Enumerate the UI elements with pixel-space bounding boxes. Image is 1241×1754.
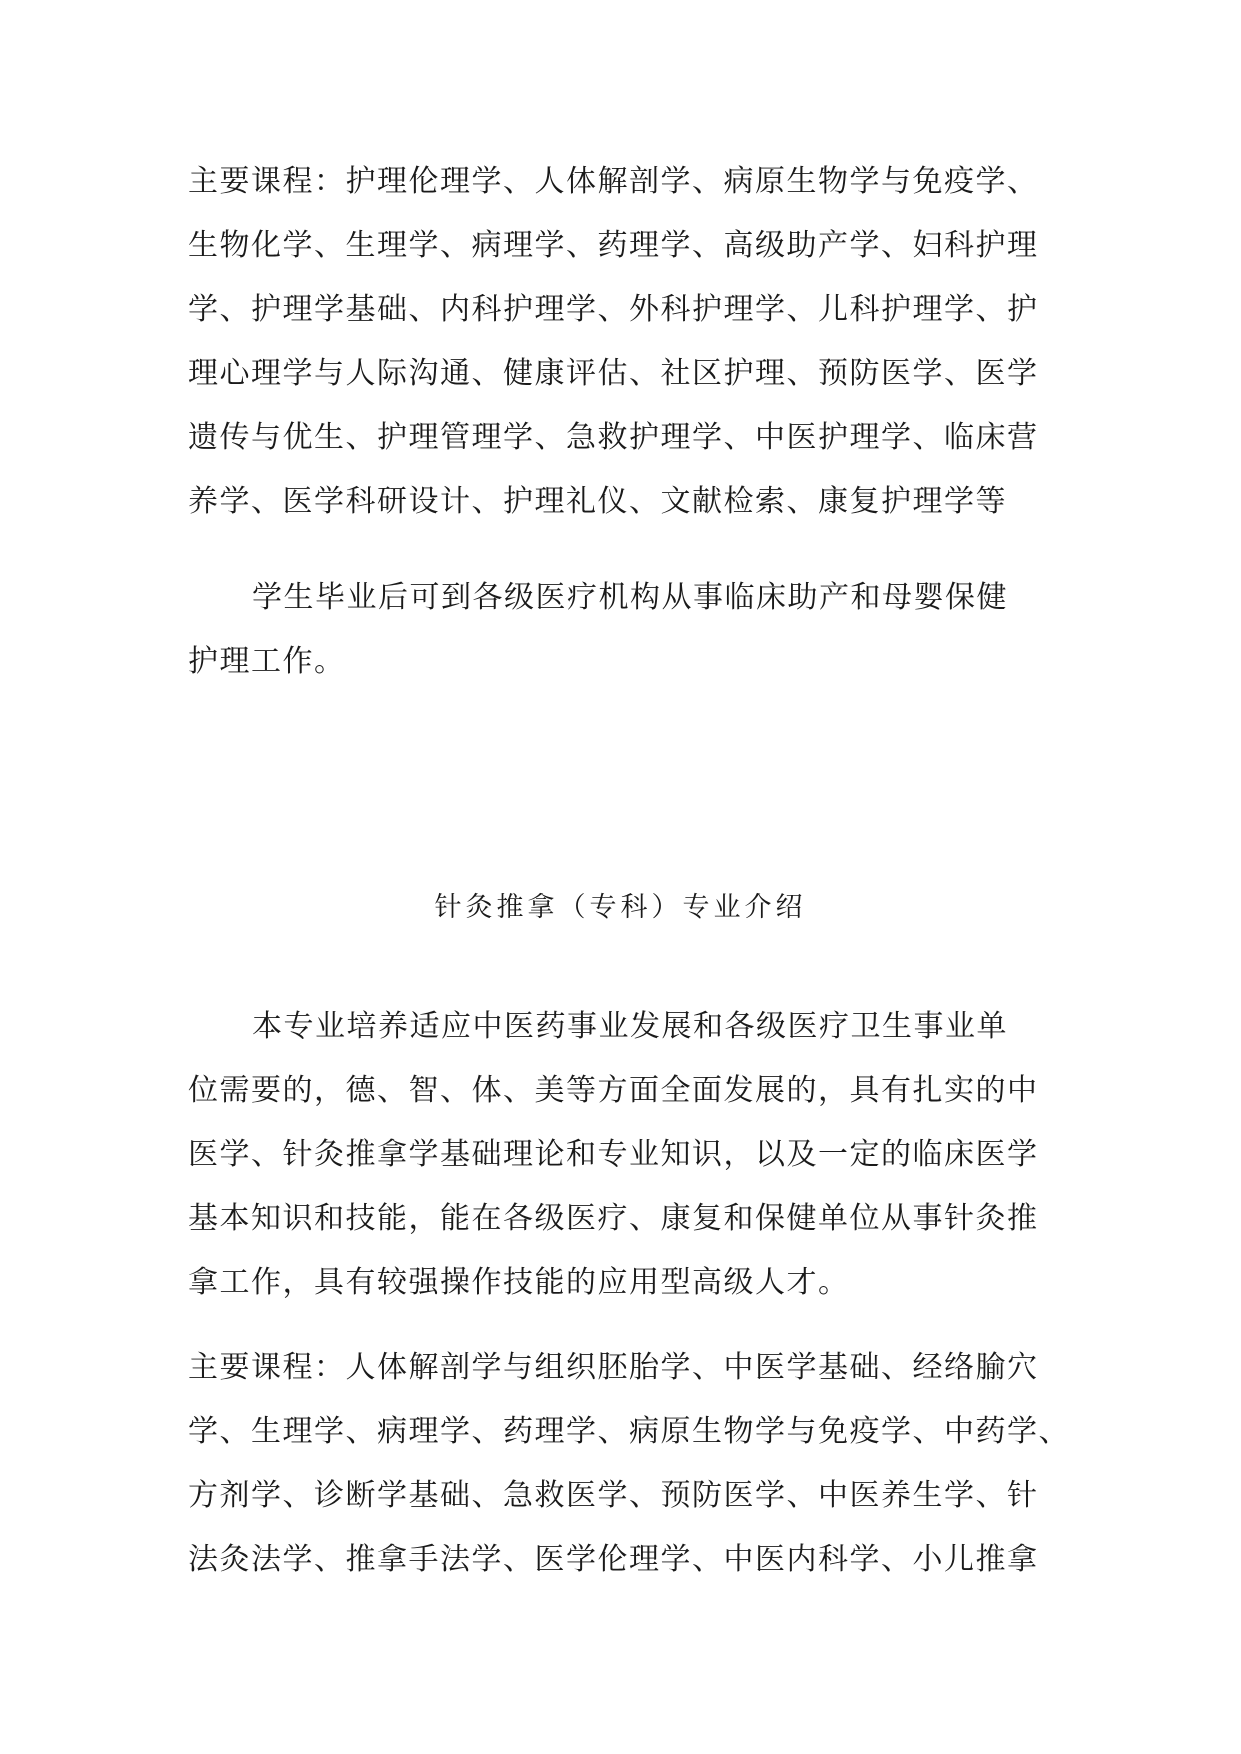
acupuncture-courses-paragraph xyxy=(188,1336,1068,1592)
paragraph-line: 学、护理学基础、内科护理学、外科护理学、儿科护理学、护 xyxy=(188,292,1039,327)
nursing-courses-paragraph xyxy=(188,150,1068,534)
paragraph-line: 位需要的，德、智、体、美等方面全面发展的，具有扎实的中 xyxy=(188,1073,1039,1108)
paragraph-line: 基本知识和技能，能在各级医疗、康复和保健单位从事针灸推 xyxy=(188,1201,1039,1236)
nursing-employment-paragraph xyxy=(188,566,1068,694)
paragraph-line: 理心理学与人际沟通、健康评估、社区护理、预防医学、医学 xyxy=(188,356,1039,391)
paragraph-line: 方剂学、诊断学基础、急救医学、预防医学、中医养生学、针 xyxy=(188,1478,1039,1513)
paragraph-line: 学、生理学、病理学、药理学、病原生物学与免疫学、中药学、 xyxy=(188,1414,1070,1449)
paragraph-line: 学生毕业后可到各级医疗机构从事临床助产和母婴保健 xyxy=(252,580,1008,615)
paragraph-line: 医学、针灸推拿学基础理论和专业知识，以及一定的临床医学 xyxy=(188,1137,1039,1172)
paragraph-line: 法灸法学、推拿手法学、医学伦理学、中医内科学、小儿推拿 xyxy=(188,1542,1039,1577)
paragraph-line: 主要课程：护理伦理学、人体解剖学、病原生物学与免疫学、 xyxy=(188,164,1039,199)
paragraph-line: 拿工作，具有较强操作技能的应用型高级人才。 xyxy=(188,1265,850,1300)
paragraph-line: 本专业培养适应中医药事业发展和各级医疗卫生事业单 xyxy=(252,1009,1008,1044)
paragraph-line: 主要课程：人体解剖学与组织胚胎学、中医学基础、经络腧穴 xyxy=(188,1350,1039,1385)
paragraph-line: 护理工作。 xyxy=(188,644,346,679)
section-title: 针灸推拿（专科）专业介绍 xyxy=(434,892,807,923)
paragraph-line: 养学、医学科研设计、护理礼仪、文献检索、康复护理学等 xyxy=(188,484,1007,519)
paragraph-line: 遗传与优生、护理管理学、急救护理学、中医护理学、临床营 xyxy=(188,420,1039,455)
paragraph-line: 生物化学、生理学、病理学、药理学、高级助产学、妇科护理 xyxy=(188,228,1039,263)
acupuncture-intro-paragraph xyxy=(188,995,1068,1315)
